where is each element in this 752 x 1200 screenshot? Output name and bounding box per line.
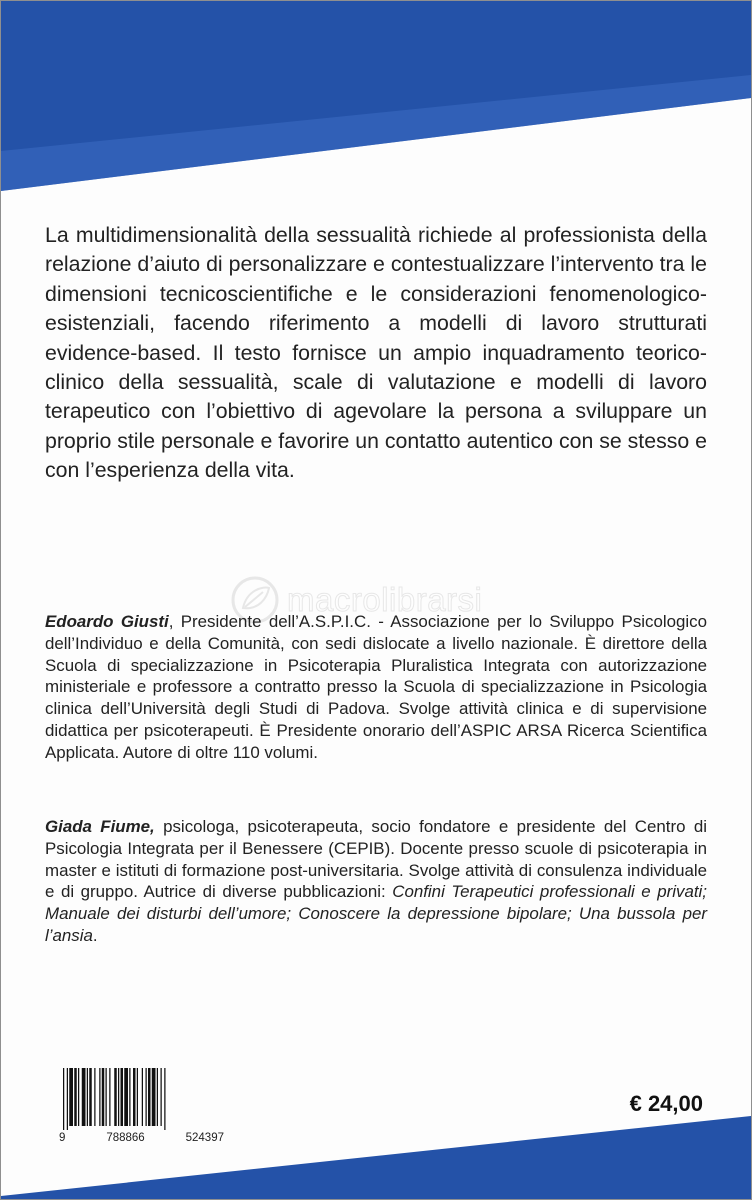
author-bio-end-2: . bbox=[92, 925, 98, 945]
author-bio-2 bbox=[45, 816, 707, 947]
back-cover-blurb: La multidimensionalità della sessualità richiede al professionista della relazione d’aiuto di personalizzare e contestualizzare l’intervento tra le dimensioni tecnicoscientifiche e le considerazioni fenomenologico-esistenziali, facendo riferimento a modelli di lavoro strutturati evidence-based. Il testo fornisce un ampio inquadramento teorico-clinico della sessualità, scale di valutazione e modelli di lavoro terapeutico con l’obiettivo di agevolare la persona a sviluppare un proprio stile personale e favorire un contatto autentico con se stesso e con l’esperienza della vita. bbox=[45, 223, 707, 483]
barcode-digit-prefix: 9 bbox=[59, 1132, 66, 1144]
author-works-2: Confini Terapeutici professionali e privati; Manuale dei disturbi dell’umore; Conoscere la depressione bipolare; Una bussola per l’ansia bbox=[45, 882, 707, 945]
author-bio-text-1: , Presidente dell’A.S.P.I.C. - Associazione per lo Sviluppo Psicologico dell’Individuo e della Comunità, con sedi dislocate a livello nazionale. È direttore della Scuola di specializzazione in Psicoterapia Pluralistica Integrata con autorizzazione ministeriale e professore a contratto presso la Scuola di specializzazione in Psicologia clinica dell’Università degli Studi di Padova. Svolge attività clinica e di supervisione didattica per psicoterapeuti. È Presidente onorario dell’ASPIC ARSA Ricerca Scientifica Applicata. Autore di oltre 110 volumi. bbox=[45, 612, 707, 762]
top-blue-band bbox=[1, 1, 751, 191]
barcode-digits-left: 788866 bbox=[106, 1132, 145, 1144]
price-label: € 24,00 bbox=[629, 1091, 703, 1116]
author-bio-1 bbox=[45, 611, 707, 764]
bottom-blue-band bbox=[1, 1116, 751, 1200]
author-bio-text-2: psicologa, psicoterapeuta, socio fondatore e presidente del Centro di Psicologia Integrata per il Benessere (CEPIB). Docente presso scuole di psicoterapia in master e istituti di formazione post-universitaria. Svolge attività di consulenza individuale e di gruppo. Autrice di diverse pubblicazioni: bbox=[45, 817, 708, 902]
author-name-2: Giada Fiume, bbox=[45, 817, 155, 836]
watermark-text: macrolibrarsi bbox=[287, 581, 483, 618]
author-name-1: Edoardo Giusti bbox=[45, 612, 169, 631]
barcode-digits-right: 524397 bbox=[185, 1132, 224, 1144]
